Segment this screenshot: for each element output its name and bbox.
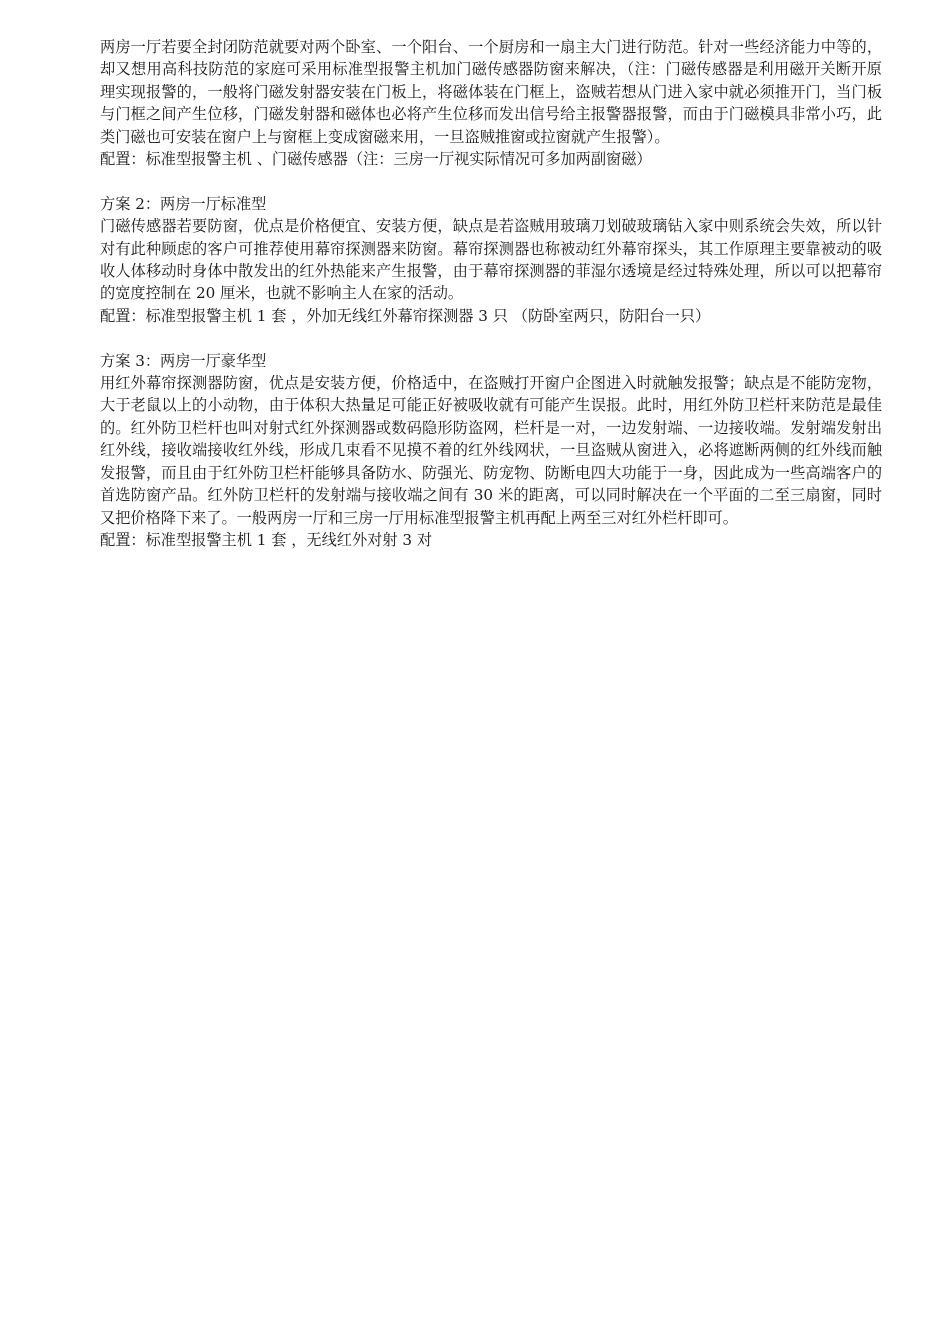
plan3-paragraph: 用红外幕帘探测器防窗，优点是安装方便，价格适中，在盗贼打开窗户企图进入时就触发报警；缺点是不能防宠物，大于老鼠以上的小动物，由于体积大热量足可能正好被吸收就有可能产生误报。此时，用红外防卫栏杆来防范是最佳的。红外防卫栏杆也叫对射式红外探测器或数码隐形防盗网，栏杆是一对，一边发射端、一边接收端。发射端发射出红外线，接收端接收红外线，形成几束看不见摸不着的红外线网状，一旦盗贼从窗进入，必将遮断两侧的红外线而触发报警，而且由于红外防卫栏杆能够具备防水、防强光、防宠物、防断电四大功能于一身，因此成为一些高端客户的首选防窗产品。红外防卫栏杆的发射端与接收端之间有 30 米的距离，可以同时解决在一个平面的二至三扇窗，同时又把价格降下来了。一般两房一厅和三房一厅用标准型报警主机再配上两至三对红外栏杆即可。 — [100, 374, 882, 527]
intro-paragraph: 两房一厅若要全封闭防范就要对两个卧室、一个阳台、一个厨房和一扇主大门进行防范。针对一些经济能力中等的，却又想用高科技防范的家庭可采用标准型报警主机加门磁传感器防窗来解决，（注：门磁传感器是利用磁开关断开原理实现报警的，一般将门磁发射器安装在门板上，将磁体装在门框上，盗贼若想从门进入家中就必须推开门，当门板与门框之间产生位移，门磁发射器和磁体也必将产生位移而发出信号给主报警器报警，而由于门磁模具非常小巧，此类门磁也可安装在窗户上与窗框上变成窗磁来用，一旦盗贼推窗或拉窗就产生报警）。 — [100, 38, 882, 146]
plan3-title: 方案 3：两房一厅豪华型 — [100, 351, 267, 370]
plan2-title: 方案 2：两房一厅标准型 — [100, 194, 267, 213]
plan3-config-line: 配置：标准型报警主机 1 套 ，无线红外对射 3 对 — [100, 530, 433, 549]
spacer — [100, 170, 882, 192]
spacer — [100, 327, 882, 349]
intro-config-line: 配置：标准型报警主机 、门磁传感器（注：三房一厅视实际情况可多加两副窗磁） — [100, 150, 652, 169]
plan2-paragraph: 门磁传感器若要防窗，优点是价格便宜、安装方便，缺点是若盗贼用玻璃刀划破玻璃钻入家中则系统会失效，所以针对有此种顾虑的客户可推荐使用幕帘探测器来防窗。幕帘探测器也称被动红外幕帘探头，其工作原理主要靠被动的吸收人体移动时身体中散发出的红外热能来产生报警，由于幕帘探测器的菲湿尔透境是经过特殊处理，所以可以把幕帘的宽度控制在 20 厘米，也就不影响主人在家的活动。 — [100, 217, 882, 303]
plan2-config-line: 配置：标准型报警主机 1 套 ，外加无线红外幕帘探测器 3 只 （防卧室两只，防阳台一只） — [100, 306, 711, 325]
document-page — [100, 36, 882, 551]
